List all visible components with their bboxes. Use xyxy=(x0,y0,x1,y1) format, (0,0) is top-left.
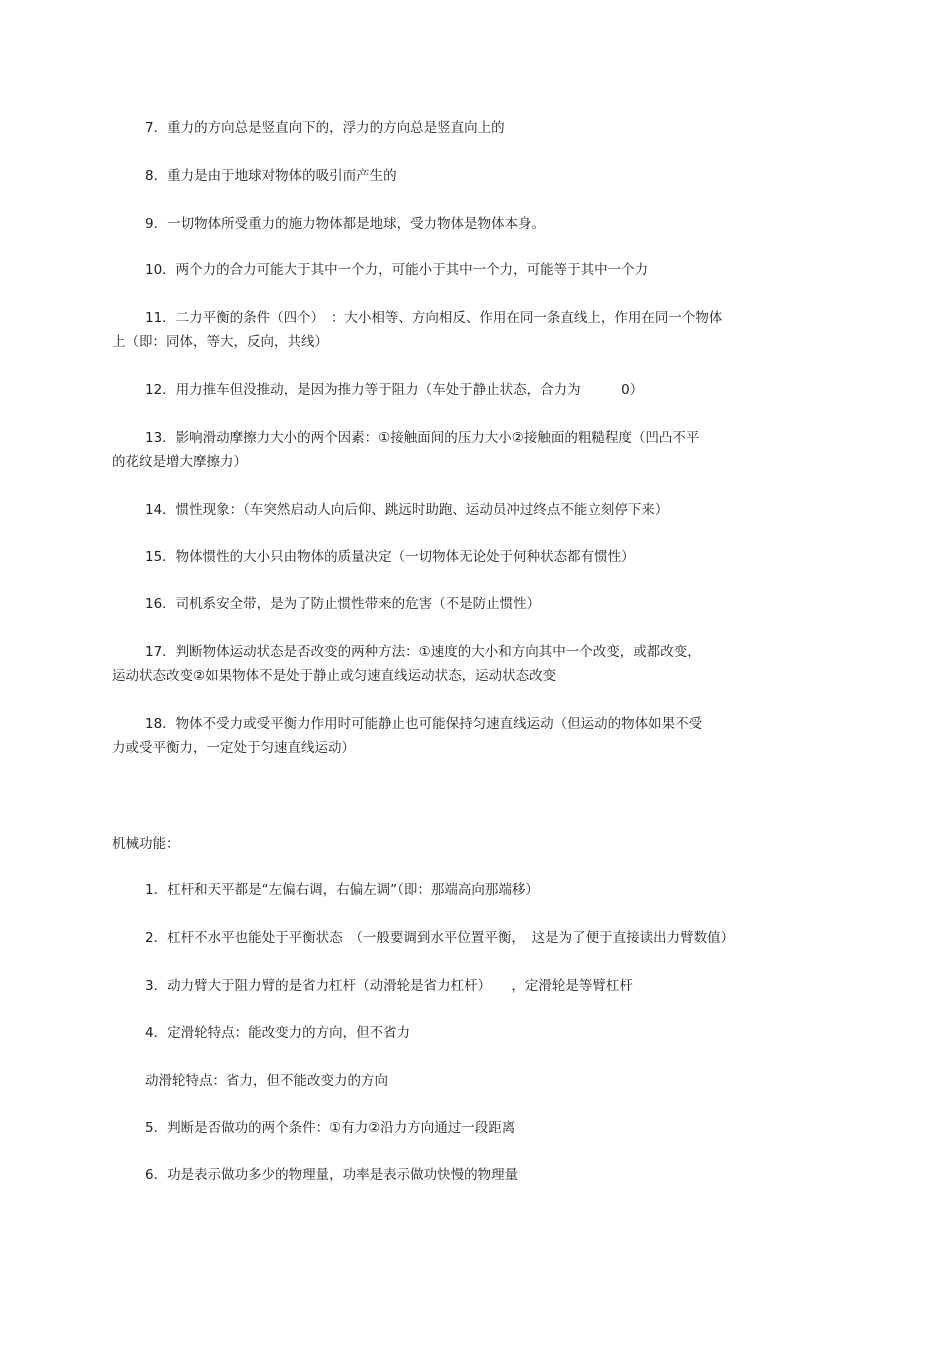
list-item xyxy=(112,640,822,688)
item-line: 15．物体惯性的大小只由物体的质量决定（一切物体无论处于何种状态都有惯性） xyxy=(145,549,635,565)
item-line: 17．判断物体运动状态是否改变的两种方法：①速度的大小和方向其中一个改变，或都改变， xyxy=(145,644,701,660)
item-line: 1．杠杆和天平都是“左偏右调，右偏左调”（即：那端高向那端移） xyxy=(145,882,539,898)
list-item xyxy=(112,1069,822,1093)
item-line: 12．用力推车但没推动，是因为推力等于阻力（车处于静止状态，合力为 0） xyxy=(145,382,644,398)
list-item xyxy=(112,1163,822,1187)
list-item xyxy=(112,878,822,902)
item-line: 7．重力的方向总是竖直向下的，浮力的方向总是竖直向上的 xyxy=(145,120,505,136)
item-line: 16．司机系安全带，是为了防止惯性带来的危害（不是防止惯性） xyxy=(145,596,541,612)
item-line: 3．动力臂大于阻力臂的是省力杠杆（动滑轮是省力杠杆） ，定滑轮是等臂杠杆 xyxy=(145,978,633,994)
list-item xyxy=(112,1116,822,1140)
item-line: 9．一切物体所受重力的施力物体都是地球，受力物体是物体本身。 xyxy=(145,216,546,232)
list-item xyxy=(112,426,822,474)
list-item xyxy=(112,258,822,282)
list-item xyxy=(112,306,822,354)
list-item xyxy=(112,926,822,950)
list-item xyxy=(112,1021,822,1045)
list-item xyxy=(112,378,822,402)
list-item xyxy=(112,545,822,569)
list-item xyxy=(112,974,822,998)
item-line: 6．功是表示做功多少的物理量，功率是表示做功快慢的物理量 xyxy=(145,1167,519,1183)
item-line: 2．杠杆不水平也能处于平衡状态 （一般要调到水平位置平衡， 这是为了便于直接读出力臂数值） xyxy=(145,930,735,946)
list-item xyxy=(112,116,822,140)
item-line: 5．判断是否做功的两个条件：①有力②沿力方向通过一段距离 xyxy=(145,1120,516,1136)
item-line: 8．重力是由于地球对物体的吸引而产生的 xyxy=(145,168,397,184)
item-line: 18．物体不受力或受平衡力作用时可能静止也可能保持匀速直线运动（但运动的物体如果不受 xyxy=(145,716,703,732)
item-line: 10．两个力的合力可能大于其中一个力，可能小于其中一个力，可能等于其中一个力 xyxy=(145,262,649,278)
item-line: 13．影响滑动摩擦力大小的两个因素：①接触面间的压力大小②接触面的粗糙程度（凹凸不平 xyxy=(145,430,700,446)
list-item xyxy=(112,164,822,188)
item-line: 14．惯性现象：（车突然启动人向后仰、跳远时助跑、运动员冲过终点不能立刻停下来） xyxy=(145,502,669,518)
item-line: 上（即：同体，等大，反向，共线） xyxy=(112,334,328,350)
section-title: 机械功能： xyxy=(112,836,180,852)
item-line: 4．定滑轮特点：能改变力的方向，但不省力 xyxy=(145,1025,411,1041)
list-item xyxy=(112,212,822,236)
list-item xyxy=(112,712,822,760)
item-line: 的花纹是增大摩擦力） xyxy=(112,454,247,470)
item-line: 11．二力平衡的条件（四个） ：大小相等、方向相反、作用在同一条直线上，作用在同一个物体 xyxy=(145,310,723,326)
list-item xyxy=(112,498,822,522)
item-line: 动滑轮特点：省力，但不能改变力的方向 xyxy=(145,1073,388,1089)
item-line: 力或受平衡力，一定处于匀速直线运动） xyxy=(112,740,355,756)
list-item xyxy=(112,592,822,616)
item-line: 运动状态改变②如果物体不是处于静止或匀速直线运动状态，运动状态改变 xyxy=(112,668,557,684)
